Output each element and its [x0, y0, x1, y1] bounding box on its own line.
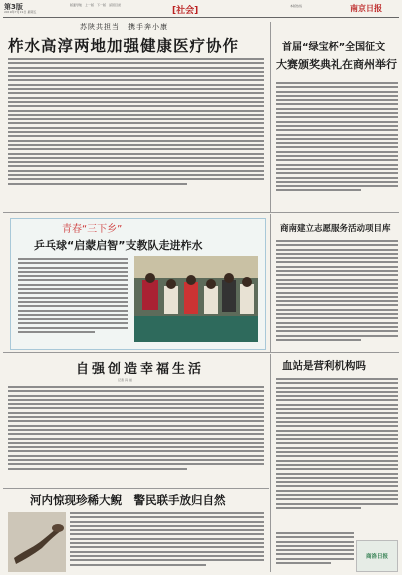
youth-body: [18, 258, 128, 344]
col-divider-top: [270, 22, 271, 212]
salamander-photo: [8, 512, 66, 572]
section-title: [社会]: [172, 6, 199, 16]
self-byline: 记者 冯 旭: [118, 378, 132, 382]
paper-logo: 南京日报: [350, 4, 382, 13]
salamander-body: [70, 512, 264, 572]
youth-photo: [134, 256, 258, 342]
blood-headline: 血站是营利机构吗: [282, 360, 366, 372]
self-body: [8, 386, 264, 486]
self-headline: 自强创造幸福生活: [76, 362, 205, 377]
essay-headline: 大赛颁奖典礼在商州举行: [276, 58, 397, 71]
youth-banner: 青春“三下乡”: [62, 224, 123, 235]
page-number: 第3版: [4, 3, 23, 11]
masthead: [0, 0, 402, 18]
lead-body: [8, 58, 264, 210]
volunteer-headline: 商南建立志愿服务活动项目库: [280, 224, 391, 234]
lead-headline: 柞水高淳两地加强健康医疗协作: [8, 37, 240, 55]
hotline: 本版热线: [290, 4, 303, 8]
volunteer-body: [276, 240, 398, 352]
col-divider-mid: [270, 214, 271, 352]
h-divider-1: [3, 212, 399, 213]
watermark-text: 商洛日报: [365, 554, 388, 560]
blood-body: [276, 378, 398, 528]
blood-body-tail: [276, 532, 354, 572]
h-divider-3: [3, 488, 269, 489]
date-line: 2019年7月12日 星期五: [4, 10, 37, 14]
salamander-headline: 河内惊现珍稀大鲵 警民联手放归自然: [30, 493, 226, 507]
h-divider-2: [3, 352, 399, 353]
section-links: 版面导航 上一版 下一版 返回目录: [70, 3, 122, 7]
youth-headline: 乒乓球“启蒙启智”支教队走进柞水: [34, 239, 203, 252]
masthead-rule: [3, 17, 399, 18]
essay-kicker: 首届“绿宝杯”全国征文: [282, 42, 386, 53]
lead-kicker: 苏陕共担当 携手奔小康: [80, 23, 168, 31]
col-divider-bottom: [270, 354, 271, 572]
section-name: 社会: [176, 6, 195, 16]
essay-body: [276, 82, 398, 208]
watermark-logo: [356, 540, 398, 572]
